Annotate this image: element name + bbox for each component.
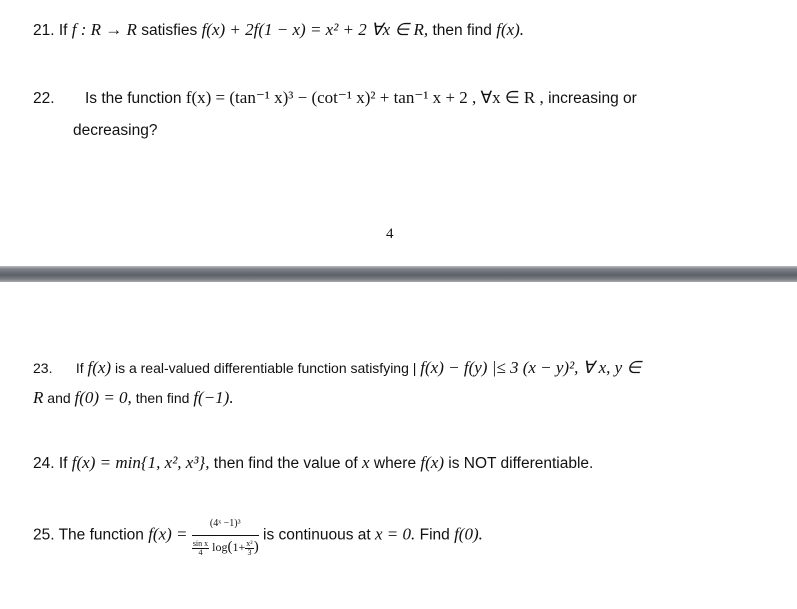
q24-mid2: where [369,455,421,472]
q25-tail2: Find [415,526,455,544]
q25-three: 3 [247,547,252,557]
question-22-line1 [85,88,637,108]
q25-lead: 25. The function [33,526,149,544]
question-21 [33,20,524,40]
q23-condition: f(0) = 0, [74,388,132,407]
q24-equation: f(x) = min{1, x², x³}, [71,453,210,472]
q25-x2: x² [246,538,253,548]
q25-log: log [209,540,228,554]
q21-f: f [71,20,77,39]
q25-tail: is continuous at [263,526,376,544]
q21-satisfies: satisfies [136,22,202,39]
q21-lead: 21. If [33,22,72,39]
q23-inequality: f(x) − f(y) |≤ 3 (x − y)², ∀ x, y ∈ [420,358,642,377]
q22-line1b: increasing or [543,90,637,107]
q21-equation: f(x) + 2f(1 − x) = x² + 2 ∀x ∈ R, [201,20,429,39]
q25-numerator: (4ˣ −1)³ [209,518,241,529]
q24-mid: then find the value of [209,455,363,472]
q23-line1a: If [75,360,88,376]
question-24 [33,453,593,473]
page-break [0,266,797,282]
question-23-line2 [33,388,234,408]
q25-denominator: $\frac{\text{sin x}}{4} \log(1+$ $\frac{\text{x²}}{3}$) [192,535,259,557]
q25-x2-frac [245,540,253,557]
question-22-line2: decreasing? [73,122,158,139]
q23-line2b: and [43,390,75,406]
question-25 [33,514,483,557]
q25-four: 4 [198,547,203,557]
question-23-line1 [33,358,641,378]
q23-fx: f(x) [87,358,112,377]
q25-target: f(0). [454,524,483,544]
q24-lead: 24. If [33,455,72,472]
q25-fx: f(x) = [148,524,188,544]
q24-fx: f(x) [420,453,444,472]
q23-line1b: is a real-valued differentiable function satisfying | [111,360,421,376]
q22-equation: f(x) = (tan⁻¹ x)³ − (cot⁻¹ x)² + tan⁻¹ x + 2 , ∀x ∈ R , [185,88,544,107]
q22-line1a: Is the function [85,90,186,107]
q22-number: 22. [33,90,55,107]
q24-tail: is NOT differentiable. [444,455,594,472]
q23-target: f(−1). [193,388,234,407]
q23-line2c: then find [131,390,194,406]
q25-fraction [192,514,259,557]
q21-target: f(x). [496,20,525,39]
q25-inner: 1+ [232,540,246,554]
q25-condition: x = 0. [375,524,416,544]
q21-mapping: : R → R [76,20,137,39]
page-number: 4 [386,226,394,242]
q25-sin: sin x [192,538,209,548]
q24-x: x [362,453,370,472]
q23-R: R [33,388,44,407]
q25-sin-frac [192,540,209,557]
q23-number: 23. [33,360,53,376]
q21-tail: then find [428,22,497,39]
